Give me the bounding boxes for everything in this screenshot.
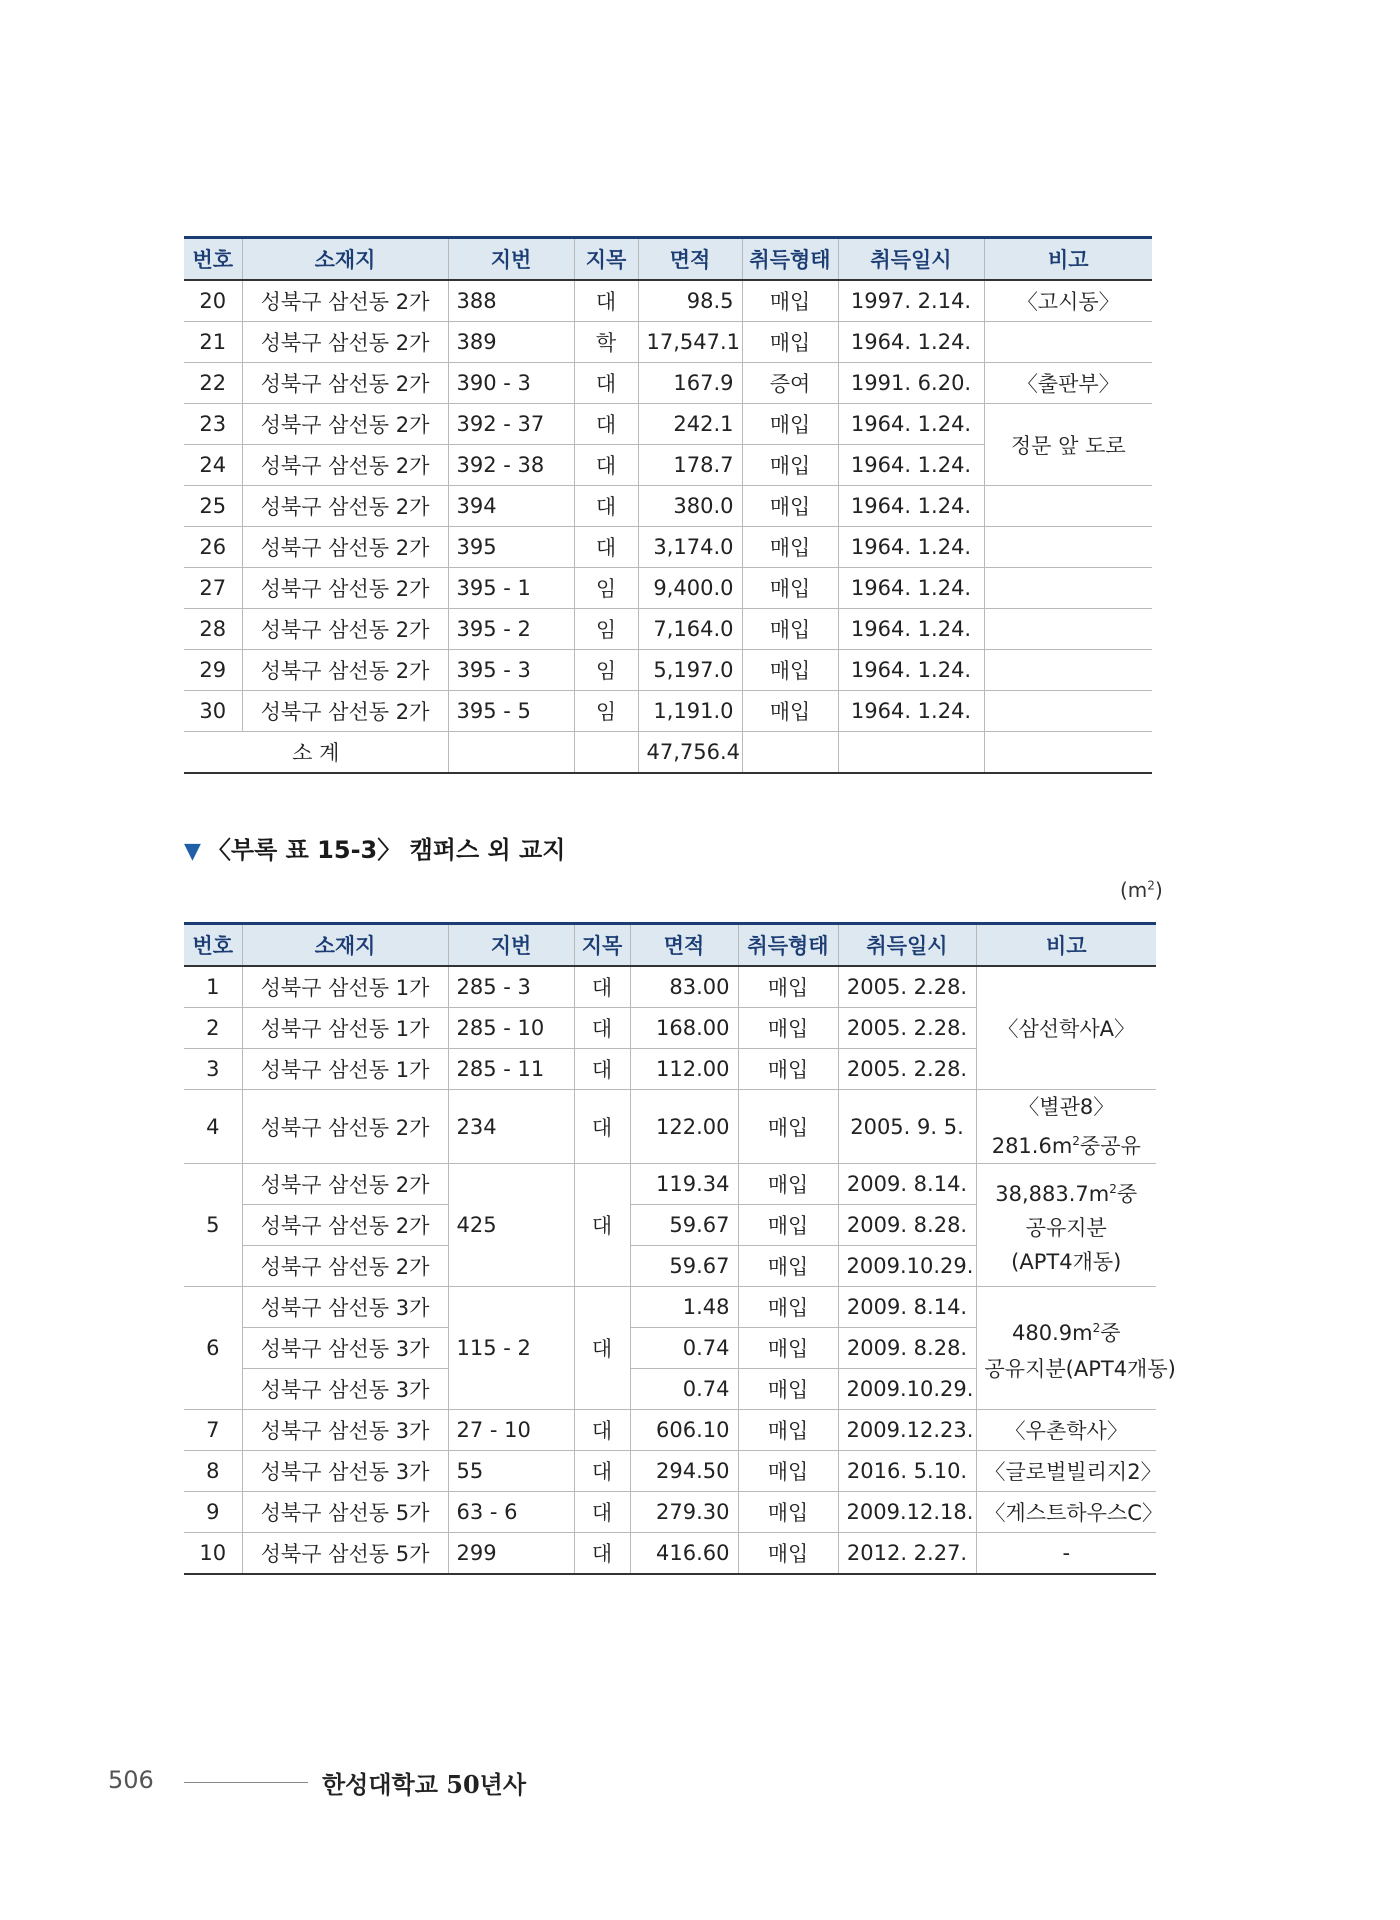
cell-acquisition-date: 2009. 8.28. (838, 1328, 976, 1369)
cell-no: 5 (184, 1164, 242, 1287)
cell-lot: 394 (448, 486, 574, 527)
table-row (184, 1090, 1156, 1164)
cell-area: 1.48 (630, 1287, 738, 1328)
cell-area: 242.1 (638, 404, 742, 445)
table-header-row (184, 238, 1152, 281)
cell-lot: 392 - 38 (448, 445, 574, 486)
cell-area: 279.30 (630, 1492, 738, 1533)
cell-no: 1 (184, 966, 242, 1008)
cell-note: 〈별관8〉 $281.6m^2$중공유 (976, 1090, 1156, 1164)
col-header-area: 면적 (638, 238, 742, 281)
cell-no: 6 (184, 1287, 242, 1410)
cell-acquisition-date: 2005. 2.28. (838, 1008, 976, 1049)
cell-location: 성북구 삼선동 3가 (242, 1287, 448, 1328)
cell-lot: 395 - 1 (448, 568, 574, 609)
cell-no: 10 (184, 1533, 242, 1575)
cell-acquisition-type: 매입 (738, 1410, 838, 1451)
cell-area: 1,191.0 (638, 691, 742, 732)
empty-cell (984, 732, 1152, 774)
col-header-category: 지목 (574, 924, 630, 967)
cell-acquisition-date: 1964. 1.24. (838, 486, 984, 527)
cell-no: 20 (184, 280, 242, 322)
cell-category: 대 (574, 1492, 630, 1533)
col-header-acquisition-type: 취득형태 (738, 924, 838, 967)
cell-no: 23 (184, 404, 242, 445)
cell-category: 임 (574, 691, 638, 732)
cell-lot: 299 (448, 1533, 574, 1575)
triangle-marker-icon: ▼ (184, 839, 201, 864)
cell-note (984, 650, 1152, 691)
cell-acquisition-date: 1964. 1.24. (838, 322, 984, 363)
col-header-lot: 지번 (448, 238, 574, 281)
table-row (184, 1451, 1156, 1492)
cell-area: 119.34 (630, 1164, 738, 1205)
cell-location: 성북구 삼선동 2가 (242, 404, 448, 445)
cell-acquisition-date: 1997. 2.14. (838, 280, 984, 322)
cell-acquisition-type: 매입 (742, 280, 838, 322)
cell-category: 대 (574, 404, 638, 445)
cell-lot: 395 - 5 (448, 691, 574, 732)
cell-category: 대 (574, 527, 638, 568)
cell-location: 성북구 삼선동 2가 (242, 1205, 448, 1246)
cell-location: 성북구 삼선동 2가 (242, 322, 448, 363)
cell-area: 167.9 (638, 363, 742, 404)
subtotal-label: 소 계 (184, 732, 448, 774)
cell-lot: 392 - 37 (448, 404, 574, 445)
cell-category: 임 (574, 609, 638, 650)
cell-no: 25 (184, 486, 242, 527)
table-row (184, 486, 1152, 527)
cell-acquisition-date: 1964. 1.24. (838, 568, 984, 609)
cell-acquisition-type: 매입 (738, 1008, 838, 1049)
cell-acquisition-type: 매입 (738, 1328, 838, 1369)
cell-category: 대 (574, 1008, 630, 1049)
cell-acquisition-type: 매입 (738, 1287, 838, 1328)
land-table-campus (184, 236, 1152, 774)
cell-area: 416.60 (630, 1533, 738, 1575)
cell-acquisition-type: 매입 (742, 568, 838, 609)
cell-note: 정문 앞 도로 (984, 404, 1152, 486)
cell-lot: 395 - 2 (448, 609, 574, 650)
cell-acquisition-date: 1991. 6.20. (838, 363, 984, 404)
cell-note: $480.9m^2$중 공유지분(APT4개동) (976, 1287, 1156, 1410)
cell-area: 0.74 (630, 1369, 738, 1410)
cell-area: 168.00 (630, 1008, 738, 1049)
cell-category: 대 (574, 1533, 630, 1575)
cell-no: 27 (184, 568, 242, 609)
empty-cell (838, 732, 984, 774)
cell-area: 3,174.0 (638, 527, 742, 568)
cell-area: 7,164.0 (638, 609, 742, 650)
cell-lot: 285 - 10 (448, 1008, 574, 1049)
cell-location: 성북구 삼선동 2가 (242, 1090, 448, 1164)
cell-category: 대 (574, 966, 630, 1008)
cell-lot: 395 (448, 527, 574, 568)
cell-note (984, 322, 1152, 363)
cell-area: 0.74 (630, 1328, 738, 1369)
cell-area: 59.67 (630, 1246, 738, 1287)
cell-area: 122.00 (630, 1090, 738, 1164)
table-row (184, 280, 1152, 322)
cell-area: 59.67 (630, 1205, 738, 1246)
cell-acquisition-date: 2005. 2.28. (838, 966, 976, 1008)
cell-acquisition-date: 2009. 8.14. (838, 1287, 976, 1328)
cell-area: 17,547.1 (638, 322, 742, 363)
cell-lot: 63 - 6 (448, 1492, 574, 1533)
cell-lot: 425 (448, 1164, 574, 1287)
cell-note: - (976, 1533, 1156, 1575)
table-row (184, 966, 1156, 1008)
cell-category: 대 (574, 1410, 630, 1451)
cell-acquisition-type: 매입 (738, 1205, 838, 1246)
cell-category: 대 (574, 1451, 630, 1492)
cell-acquisition-date: 2016. 5.10. (838, 1451, 976, 1492)
cell-area: 380.0 (638, 486, 742, 527)
cell-acquisition-type: 매입 (738, 966, 838, 1008)
cell-category: 대 (574, 445, 638, 486)
cell-location: 성북구 삼선동 1가 (242, 1008, 448, 1049)
cell-acquisition-type: 매입 (738, 1533, 838, 1575)
empty-cell (742, 732, 838, 774)
subtotal-area: 47,756.4 (638, 732, 742, 774)
cell-area: 98.5 (638, 280, 742, 322)
col-header-location: 소재지 (242, 924, 448, 967)
cell-location: 성북구 삼선동 2가 (242, 363, 448, 404)
table-row (184, 1492, 1156, 1533)
cell-no: 30 (184, 691, 242, 732)
table-row (184, 1287, 1156, 1328)
table-caption (184, 830, 565, 865)
table-row (184, 322, 1152, 363)
cell-lot: 395 - 3 (448, 650, 574, 691)
cell-lot: 234 (448, 1090, 574, 1164)
cell-location: 성북구 삼선동 2가 (242, 609, 448, 650)
cell-no: 28 (184, 609, 242, 650)
cell-lot: 55 (448, 1451, 574, 1492)
cell-category: 대 (574, 1164, 630, 1287)
table-row (184, 1164, 1156, 1205)
cell-category: 대 (574, 280, 638, 322)
cell-no: 8 (184, 1451, 242, 1492)
unit-label: $(m^2)$ (1120, 878, 1163, 902)
cell-area: 9,400.0 (638, 568, 742, 609)
col-header-acquisition-date: 취득일시 (838, 924, 976, 967)
cell-acquisition-date: 1964. 1.24. (838, 650, 984, 691)
cell-acquisition-type: 증여 (742, 363, 838, 404)
cell-lot: 389 (448, 322, 574, 363)
cell-acquisition-date: 2009.12.18. (838, 1492, 976, 1533)
cell-acquisition-date: 2009.12.23. (838, 1410, 976, 1451)
cell-note: 〈삼선학사A〉 (976, 966, 1156, 1090)
table-caption-text: 〈부록 표 15-3〉 캠퍼스 외 교지 (206, 836, 566, 864)
cell-no: 24 (184, 445, 242, 486)
cell-location: 성북구 삼선동 2가 (242, 691, 448, 732)
cell-location: 성북구 삼선동 2가 (242, 527, 448, 568)
cell-note (984, 691, 1152, 732)
cell-no: 3 (184, 1049, 242, 1090)
col-header-lot: 지번 (448, 924, 574, 967)
cell-category: 임 (574, 568, 638, 609)
cell-acquisition-date: 1964. 1.24. (838, 691, 984, 732)
col-header-acquisition-type: 취득형태 (742, 238, 838, 281)
cell-acquisition-date: 2005. 9. 5. (838, 1090, 976, 1164)
table-row (184, 568, 1152, 609)
table-row (184, 363, 1152, 404)
cell-category: 대 (574, 486, 638, 527)
cell-category: 대 (574, 1049, 630, 1090)
cell-location: 성북구 삼선동 2가 (242, 280, 448, 322)
cell-location: 성북구 삼선동 2가 (242, 1164, 448, 1205)
cell-acquisition-date: 2005. 2.28. (838, 1049, 976, 1090)
cell-acquisition-date: 1964. 1.24. (838, 404, 984, 445)
cell-location: 성북구 삼선동 5가 (242, 1533, 448, 1575)
col-header-location: 소재지 (242, 238, 448, 281)
col-header-category: 지목 (574, 238, 638, 281)
col-header-note: 비고 (984, 238, 1152, 281)
cell-acquisition-type: 매입 (742, 691, 838, 732)
table-row (184, 404, 1152, 445)
cell-note (984, 527, 1152, 568)
cell-acquisition-type: 매입 (742, 650, 838, 691)
cell-location: 성북구 삼선동 2가 (242, 650, 448, 691)
cell-note (984, 568, 1152, 609)
cell-note: 〈출판부〉 (984, 363, 1152, 404)
cell-location: 성북구 삼선동 3가 (242, 1410, 448, 1451)
cell-acquisition-type: 매입 (742, 322, 838, 363)
table-header-row (184, 924, 1156, 967)
cell-lot: 27 - 10 (448, 1410, 574, 1451)
col-header-note: 비고 (976, 924, 1156, 967)
cell-acquisition-date: 1964. 1.24. (838, 445, 984, 486)
cell-category: 대 (574, 1090, 630, 1164)
cell-acquisition-date: 2009. 8.28. (838, 1205, 976, 1246)
cell-acquisition-type: 매입 (738, 1246, 838, 1287)
cell-area: 5,197.0 (638, 650, 742, 691)
cell-acquisition-type: 매입 (742, 445, 838, 486)
col-header-acquisition-date: 취득일시 (838, 238, 984, 281)
table-row (184, 1410, 1156, 1451)
cell-acquisition-date: 1964. 1.24. (838, 609, 984, 650)
table-row (184, 609, 1152, 650)
cell-category: 임 (574, 650, 638, 691)
table-row (184, 691, 1152, 732)
cell-category: 학 (574, 322, 638, 363)
cell-acquisition-type: 매입 (742, 527, 838, 568)
cell-location: 성북구 삼선동 2가 (242, 445, 448, 486)
cell-location: 성북구 삼선동 2가 (242, 568, 448, 609)
cell-area: 112.00 (630, 1049, 738, 1090)
cell-no: 29 (184, 650, 242, 691)
cell-location: 성북구 삼선동 2가 (242, 486, 448, 527)
cell-location: 성북구 삼선동 5가 (242, 1492, 448, 1533)
cell-location: 성북구 삼선동 3가 (242, 1369, 448, 1410)
empty-cell (448, 732, 574, 774)
cell-location: 성북구 삼선동 1가 (242, 1049, 448, 1090)
page-number: 506 (108, 1766, 154, 1794)
cell-acquisition-date: 2012. 2.27. (838, 1533, 976, 1575)
cell-location: 성북구 삼선동 3가 (242, 1328, 448, 1369)
cell-no: 22 (184, 363, 242, 404)
cell-acquisition-type: 매입 (742, 609, 838, 650)
col-header-area: 면적 (630, 924, 738, 967)
subtotal-row (184, 732, 1152, 774)
table-row (184, 527, 1152, 568)
cell-note (984, 486, 1152, 527)
cell-acquisition-type: 매입 (738, 1164, 838, 1205)
footer-divider (184, 1782, 308, 1783)
cell-no: 9 (184, 1492, 242, 1533)
cell-lot: 285 - 11 (448, 1049, 574, 1090)
cell-location: 성북구 삼선동 2가 (242, 1246, 448, 1287)
cell-location: 성북구 삼선동 1가 (242, 966, 448, 1008)
cell-lot: 390 - 3 (448, 363, 574, 404)
empty-cell (574, 732, 638, 774)
cell-acquisition-type: 매입 (738, 1369, 838, 1410)
cell-note: 〈고시동〉 (984, 280, 1152, 322)
cell-category: 대 (574, 363, 638, 404)
cell-acquisition-type: 매입 (738, 1492, 838, 1533)
cell-note (984, 609, 1152, 650)
cell-acquisition-type: 매입 (742, 486, 838, 527)
cell-acquisition-date: 2009.10.29. (838, 1246, 976, 1287)
cell-no: 2 (184, 1008, 242, 1049)
col-header-no: 번호 (184, 238, 242, 281)
cell-no: 21 (184, 322, 242, 363)
land-table-off-campus (184, 922, 1176, 1575)
cell-acquisition-type: 매입 (738, 1049, 838, 1090)
cell-note: $38,883.7m^2$중 공유지분 (APT4개동) (976, 1164, 1156, 1287)
cell-no: 4 (184, 1090, 242, 1164)
cell-area: 83.00 (630, 966, 738, 1008)
cell-acquisition-type: 매입 (742, 404, 838, 445)
cell-lot: 115 - 2 (448, 1287, 574, 1410)
book-title: 한성대학교 50년사 (322, 1770, 527, 1799)
col-header-no: 번호 (184, 924, 242, 967)
cell-location: 성북구 삼선동 3가 (242, 1451, 448, 1492)
cell-category: 대 (574, 1287, 630, 1410)
cell-lot: 388 (448, 280, 574, 322)
cell-note: 〈게스트하우스C〉 (976, 1492, 1156, 1533)
cell-acquisition-type: 매입 (738, 1451, 838, 1492)
cell-note: 〈글로벌빌리지2〉 (976, 1451, 1156, 1492)
cell-acquisition-type: 매입 (738, 1090, 838, 1164)
cell-acquisition-date: 2009. 8.14. (838, 1164, 976, 1205)
cell-area: 178.7 (638, 445, 742, 486)
table-row (184, 1533, 1156, 1575)
cell-area: 606.10 (630, 1410, 738, 1451)
cell-lot: 285 - 3 (448, 966, 574, 1008)
cell-acquisition-date: 1964. 1.24. (838, 527, 984, 568)
table-row (184, 650, 1152, 691)
cell-note: 〈우촌학사〉 (976, 1410, 1156, 1451)
cell-acquisition-date: 2009.10.29. (838, 1369, 976, 1410)
cell-no: 7 (184, 1410, 242, 1451)
cell-no: 26 (184, 527, 242, 568)
cell-area: 294.50 (630, 1451, 738, 1492)
